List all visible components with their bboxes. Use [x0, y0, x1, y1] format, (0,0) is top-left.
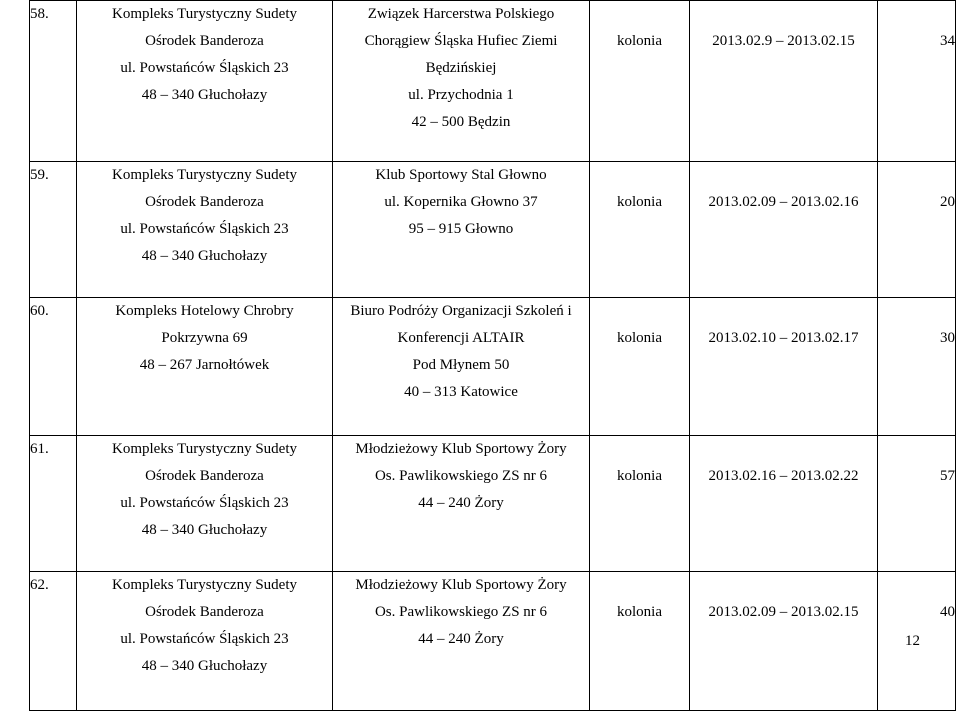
table-row — [30, 1, 956, 162]
organizer-line: Związek Harcerstwa Polskiego — [367, 6, 555, 22]
table-row — [30, 298, 956, 436]
place-line: 48 – 340 Głuchołazy — [141, 658, 268, 674]
place-line: Kompleks Turystyczny Sudety — [111, 6, 297, 22]
dates-cell: 2013.02.16 – 2013.02.22 — [690, 436, 878, 572]
organizer-line: Będzińskiej — [425, 60, 497, 76]
place-cell — [77, 298, 333, 436]
place-cell — [77, 162, 333, 298]
camps-table — [29, 0, 956, 711]
organizer-cell — [333, 1, 590, 162]
count-cell: 34 — [878, 1, 956, 162]
place-line: 48 – 340 Głuchołazy — [141, 248, 268, 264]
place-line: Ośrodek Banderoza — [145, 604, 264, 620]
row-number: 60. — [30, 298, 77, 436]
type-cell: kolonia — [590, 162, 690, 298]
organizer-line: Klub Sportowy Stal Głowno — [375, 167, 547, 183]
place-line: Ośrodek Banderoza — [145, 194, 264, 210]
organizer-line: Os. Pawlikowskiego ZS nr 6 — [374, 468, 548, 484]
dates-cell: 2013.02.10 – 2013.02.17 — [690, 298, 878, 436]
place-line: Pokrzywna 69 — [161, 330, 248, 346]
type-cell: kolonia — [590, 436, 690, 572]
organizer-line: Chorągiew Śląska Hufiec Ziemi — [364, 33, 558, 49]
table-row — [30, 436, 956, 572]
row-number: 62. — [30, 572, 77, 711]
place-line: ul. Powstańców Śląskich 23 — [120, 631, 289, 647]
place-line: Ośrodek Banderoza — [145, 468, 264, 484]
dates-cell: 2013.02.09 – 2013.02.16 — [690, 162, 878, 298]
organizer-line: Os. Pawlikowskiego ZS nr 6 — [374, 604, 548, 620]
count-cell: 40 — [878, 572, 956, 711]
count-cell: 30 — [878, 298, 956, 436]
row-number: 61. — [30, 436, 77, 572]
table-row — [30, 572, 956, 711]
organizer-line: 42 – 500 Będzin — [411, 114, 511, 130]
place-cell — [77, 572, 333, 711]
organizer-cell — [333, 162, 590, 298]
type-cell: kolonia — [590, 1, 690, 162]
place-line: 48 – 267 Jarnołtówek — [139, 357, 270, 373]
count-cell: 57 — [878, 436, 956, 572]
dates-cell: 2013.02.9 – 2013.02.15 — [690, 1, 878, 162]
organizer-cell — [333, 298, 590, 436]
place-cell — [77, 436, 333, 572]
place-line: ul. Powstańców Śląskich 23 — [120, 60, 289, 76]
organizer-line: Młodzieżowy Klub Sportowy Żory — [355, 441, 567, 457]
place-line: Kompleks Turystyczny Sudety — [111, 441, 297, 457]
place-line: 48 – 340 Głuchołazy — [141, 522, 268, 538]
page-number: 12 — [905, 633, 920, 649]
place-line: Kompleks Hotelowy Chrobry — [115, 303, 294, 319]
organizer-line: Konferencji ALTAIR — [397, 330, 525, 346]
place-line: Ośrodek Banderoza — [145, 33, 264, 49]
organizer-line: 44 – 240 Żory — [418, 495, 504, 511]
place-line: ul. Powstańców Śląskich 23 — [120, 221, 289, 237]
type-cell: kolonia — [590, 298, 690, 436]
organizer-cell — [333, 572, 590, 711]
organizer-cell — [333, 436, 590, 572]
organizer-line: Młodzieżowy Klub Sportowy Żory — [355, 577, 567, 593]
place-line: Kompleks Turystyczny Sudety — [111, 167, 297, 183]
organizer-line: ul. Kopernika Głowno 37 — [384, 194, 538, 210]
table-row — [30, 162, 956, 298]
organizer-line: Pod Młynem 50 — [412, 357, 510, 373]
row-number: 59. — [30, 162, 77, 298]
place-line: ul. Powstańców Śląskich 23 — [120, 495, 289, 511]
place-line: 48 – 340 Głuchołazy — [141, 87, 268, 103]
type-cell: kolonia — [590, 572, 690, 711]
row-number: 58. — [30, 1, 77, 162]
dates-cell: 2013.02.09 – 2013.02.15 — [690, 572, 878, 711]
count-cell: 20 — [878, 162, 956, 298]
place-line: Kompleks Turystyczny Sudety — [111, 577, 297, 593]
organizer-line: ul. Przychodnia 1 — [408, 87, 514, 103]
place-cell — [77, 1, 333, 162]
organizer-line: 95 – 915 Głowno — [408, 221, 514, 237]
organizer-line: 44 – 240 Żory — [418, 631, 504, 647]
organizer-line: Biuro Podróży Organizacji Szkoleń i — [350, 303, 572, 319]
organizer-line: 40 – 313 Katowice — [404, 384, 518, 400]
